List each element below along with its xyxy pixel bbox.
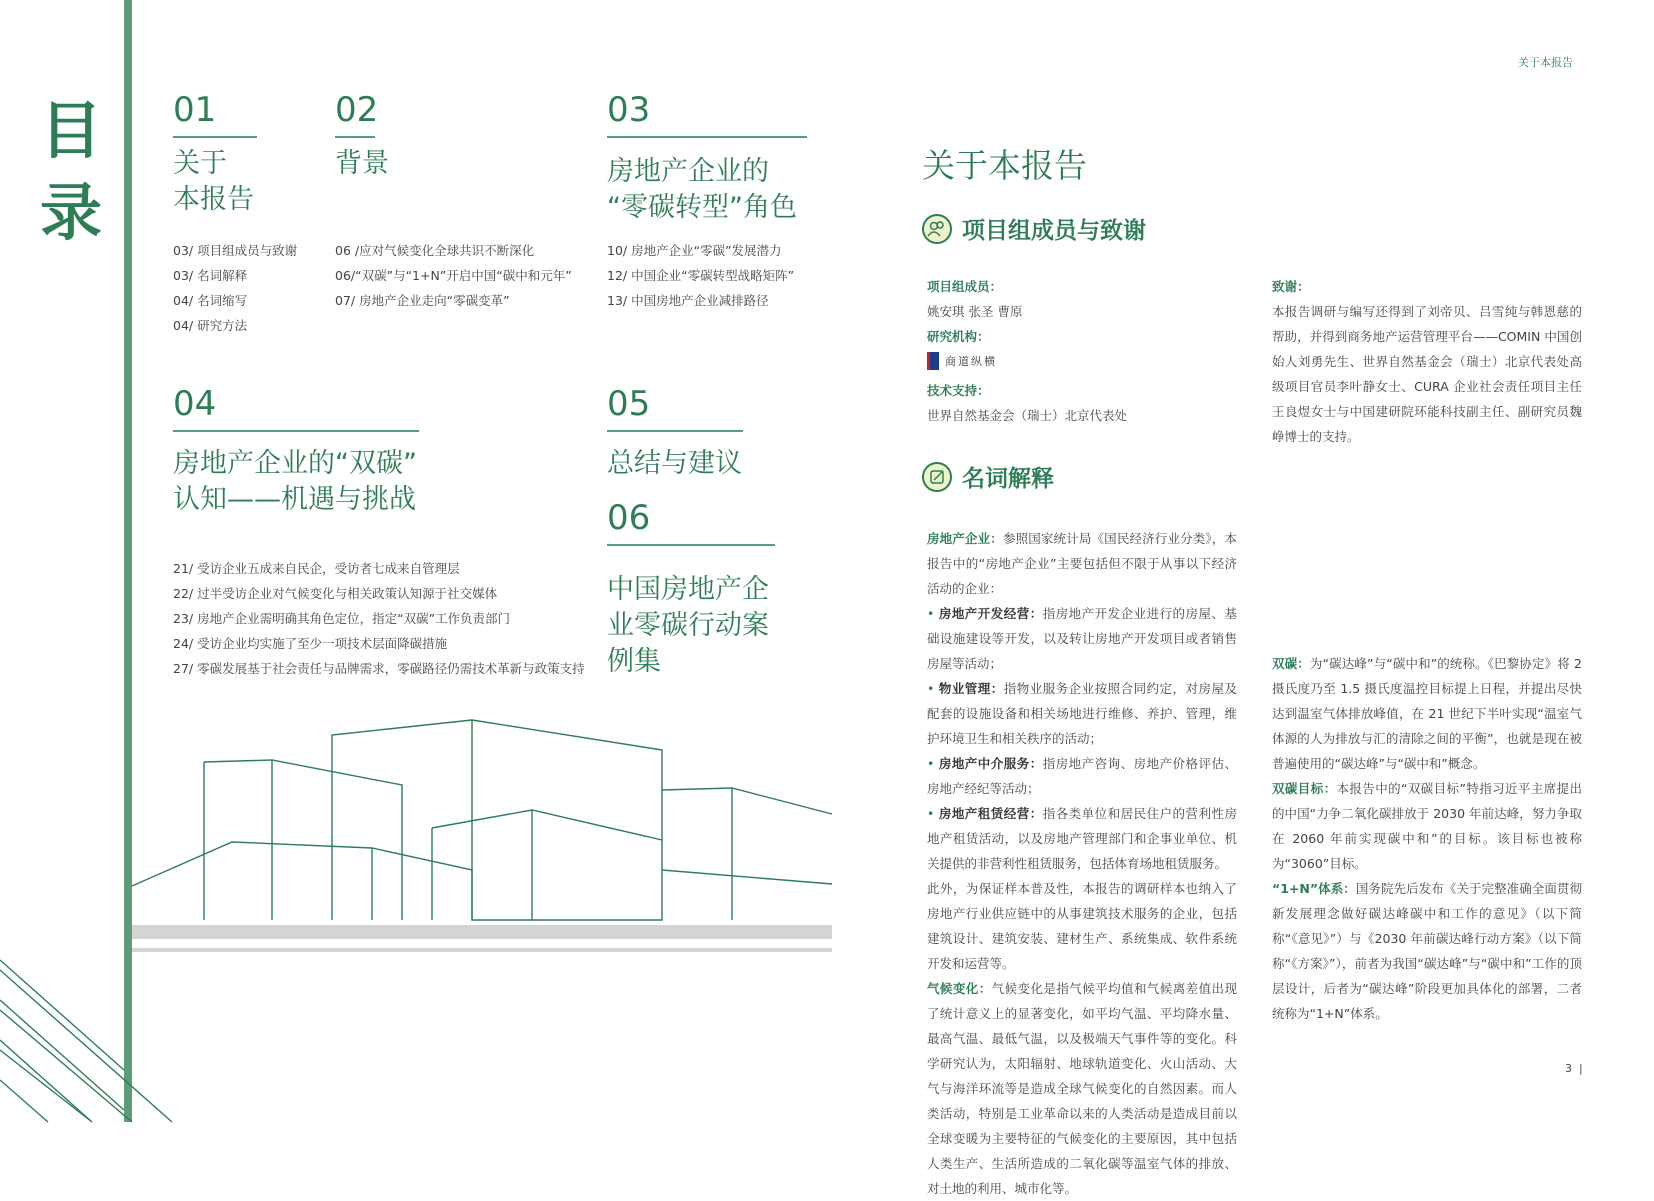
section-rule [335, 136, 375, 138]
toc-item[interactable]: 22/ 过半受访企业对气候变化与相关政策认知源于社交媒体 [173, 586, 498, 601]
toc-item[interactable]: 13/ 中国房地产企业减排路径 [607, 293, 769, 308]
toc-item[interactable]: 24/ 受访企业均实施了至少一项技术层面降碳措施 [173, 636, 448, 651]
section-number: 05 [607, 384, 651, 424]
section-03[interactable] [607, 90, 807, 138]
glossary-column-right: 双碳：为“碳达峰”与“碳中和”的统称。《巴黎协定》将 2 摄氏度乃至 1.5 摄氏度温控目标提上日程，并提出尽快达到温室气体排放峰值，在 21 世纪下半叶实现“温室气体源的人为排放与汇的清除之间的平衡”，也就是现在被普遍使用的“碳达峰”与“碳中和”概念。 双碳目标：本报告中的“双碳目标”特指习近平主席提出的中国“力争二氧化碳排放于 2030 年前达峰，努力争取在 2060 年前实现碳中和”的目标。该目标也被称为“3060”目标。 “1+N”体系：国务院先后发布《关于完整准确全面贯彻新发展理念做好碳达峰碳中和工作的意见》（以下简称“《意见》”）与《2030 年前碳达峰行动方案》（以下简称“《方案》”），前者为我国“碳达峰”与“碳中和”工作的顶层设计，后者为“碳达峰”阶段更加具体化的部署，二者统称为“1+N”体系。 [1272, 526, 1582, 1026]
members-names: 姚安琪 张圣 曹原 [927, 304, 1023, 319]
section-number: 03 [607, 90, 651, 130]
team-members-block: 项目组成员： 姚安琪 张圣 曹原 研究机构： 商道纵横 技术支持： 世界自然基金会（瑞士）北京代表处 [927, 274, 1247, 428]
section-04[interactable] [173, 384, 419, 432]
toc-item[interactable]: 03/ 项目组成员与致谢 [173, 243, 298, 258]
section-title: 房地产企业的 “零碳转型”角色 [607, 156, 797, 223]
section-06[interactable] [607, 498, 775, 546]
page-number: 3 | [1565, 1062, 1583, 1075]
building-illustration [132, 680, 832, 1122]
section-title: 关于 本报告 [173, 148, 254, 215]
vertical-green-bar [124, 0, 132, 1122]
diagonal-lines-decoration [0, 960, 124, 1122]
toc-item[interactable]: 23/ 房地产企业需明确其角色定位，指定“双碳”工作负责部门 [173, 611, 511, 626]
page-title: 关于本报告 [922, 146, 1087, 185]
section-rule [607, 136, 807, 138]
climate-change-continued [1272, 526, 1582, 651]
section-number: 04 [173, 384, 217, 424]
toc-item[interactable]: 03/ 名词解释 [173, 268, 248, 283]
section-rule [607, 430, 743, 432]
section-items [607, 238, 794, 313]
section-05[interactable] [607, 384, 743, 432]
section-number: 06 [607, 498, 651, 538]
toc-item[interactable]: 06 /应对气候变化全球共识不断深化 [335, 243, 535, 258]
section-title: 总结与建议 [607, 448, 742, 479]
section-items [173, 556, 585, 681]
section-number: 01 [173, 90, 217, 130]
institution-logo: 商道纵横 [927, 349, 997, 373]
glossary-heading: 名词解释 [922, 460, 1054, 493]
toc-item[interactable]: 12/ 中国企业“零碳转型战略矩阵” [607, 268, 795, 283]
section-number: 02 [335, 90, 379, 130]
toc-item[interactable]: 06/“双碳”与“1+N”开启中国“碳中和元年” [335, 268, 572, 283]
toc-item[interactable]: 27/ 零碳发展基于社会责任与品牌需求，零碳路径仍需技术革新与政策支持 [173, 661, 585, 676]
section-title: 中国房地产企 业零碳行动案 例集 [607, 574, 769, 677]
toc-item[interactable]: 04/ 名词缩写 [173, 293, 248, 308]
page-header-tag: 关于本报告 [1518, 56, 1573, 69]
section-rule [607, 544, 775, 546]
section-title: 背景 [335, 148, 389, 179]
tech-support: 世界自然基金会（瑞士）北京代表处 [927, 408, 1128, 423]
toc-item[interactable]: 07/ 房地产企业走向“零碳变革” [335, 293, 510, 308]
section-items [335, 238, 572, 313]
toc-item[interactable]: 10/ 房地产企业“零碳”发展潜力 [607, 243, 782, 258]
toc-title: 目录 [40, 94, 103, 249]
thanks-block: 致谢： 本报告调研与编写还得到了刘帝贝、吕雪纯与韩恩慈的帮助，并得到商务地产运营管理平台——COMIN 中国创始人刘勇先生、世界自然基金会（瑞士）北京代表处高级项目官员李叶静女士、CURA 企业社会责任项目主任王良煜女士与中国建研院环能科技副主任、副研究员魏峥博士的支持。 [1272, 274, 1582, 449]
section-01[interactable] [173, 90, 257, 138]
section-rule [173, 430, 419, 432]
edit-note-icon [922, 462, 952, 492]
toc-item[interactable]: 21/ 受访企业五成来自民企，受访者七成来自管理层 [173, 561, 460, 576]
section-items [173, 238, 297, 338]
section-02[interactable] [335, 90, 379, 138]
toc-item[interactable]: 04/ 研究方法 [173, 318, 248, 333]
thanks-text: 本报告调研与编写还得到了刘帝贝、吕雪纯与韩恩慈的帮助，并得到商务地产运营管理平台——COMIN 中国创始人刘勇先生、世界自然基金会（瑞士）北京代表处高级项目官员李叶静女士、CURA 企业社会责任项目主任王良煜女士与中国建研院环能科技副主任、副研究员魏峥博士的支持。 [1272, 304, 1582, 444]
climate-change-text: 气候变化是指气候平均值和气候离差值出现了统计意义上的显著变化，如平均气温、平均降水量、最高气温、最低气温，以及极端天气事件等的变化。科学研究认为，太阳辐射、地球轨道变化、火山活动、大气与海洋环流等是造成全球气候变化的自然因素。而人类活动，特别是工业革命以来的人类活动是造成目前以全球变暖为主要特征的气候变化的主要原因，其中包括人类生产、生活所造成的二氧化碳等温室气体的排放、对土地的利用、城市化等。 [927, 981, 1237, 1196]
section-title: 房地产企业的“双碳” 认知——机遇与挑战 [173, 448, 417, 515]
glossary-column-left: 房地产企业：参照国家统计局《国民经济行业分类》，本报告中的“房地产企业”主要包括但不限于从事以下经济活动的企业： • 房地产开发经营：指房地产开发企业进行的房屋、基础设施建设等开发，以及转让房地产开发项目或者销售房屋等活动； • 物业管理：指物业服务企业按照合同约定，对房屋及配套的设施设备和相关场地进行维修、养护、管理，维护环境卫生和相关秩序的活动； • 房地产中介服务：指房地产咨询、房地产价格评估、房地产经纪等活动； • 房地产租赁经营：指各类单位和居民住户的营利性房地产租赁活动，以及房地产管理部门和企事业单位、机关提供的非营利性租赁服务，包括体育场地租赁服务。 此外，为保证样本普及性，本报告的调研样本也纳入了房地产行业供应链中的从事建筑技术服务的企业，包括建筑设计、建筑安装、建材生产、系统集成、软件系统开发和运营等。 气候变化：气候变化是指气候平均值和气候离差值出现了统计意义上的显著变化，如平均气温、平均降水量、最高气温、最低气温，以及极端天气事件等的变化。科学研究认为，太阳辐射、地球轨道变化、火山活动、大气与海洋环流等是造成全球气候变化的自然因素。而人类活动，特别是工业革命以来的人类活动是造成目前以全球变暖为主要特征的气候变化的主要原因，其中包括人类生产、生活所造成的二氧化碳等温室气体的排放、对土地的利用、城市化等。 [927, 531, 1237, 1196]
people-icon [922, 214, 952, 244]
section-rule [173, 136, 257, 138]
team-heading: 项目组成员与致谢 [922, 212, 1146, 245]
